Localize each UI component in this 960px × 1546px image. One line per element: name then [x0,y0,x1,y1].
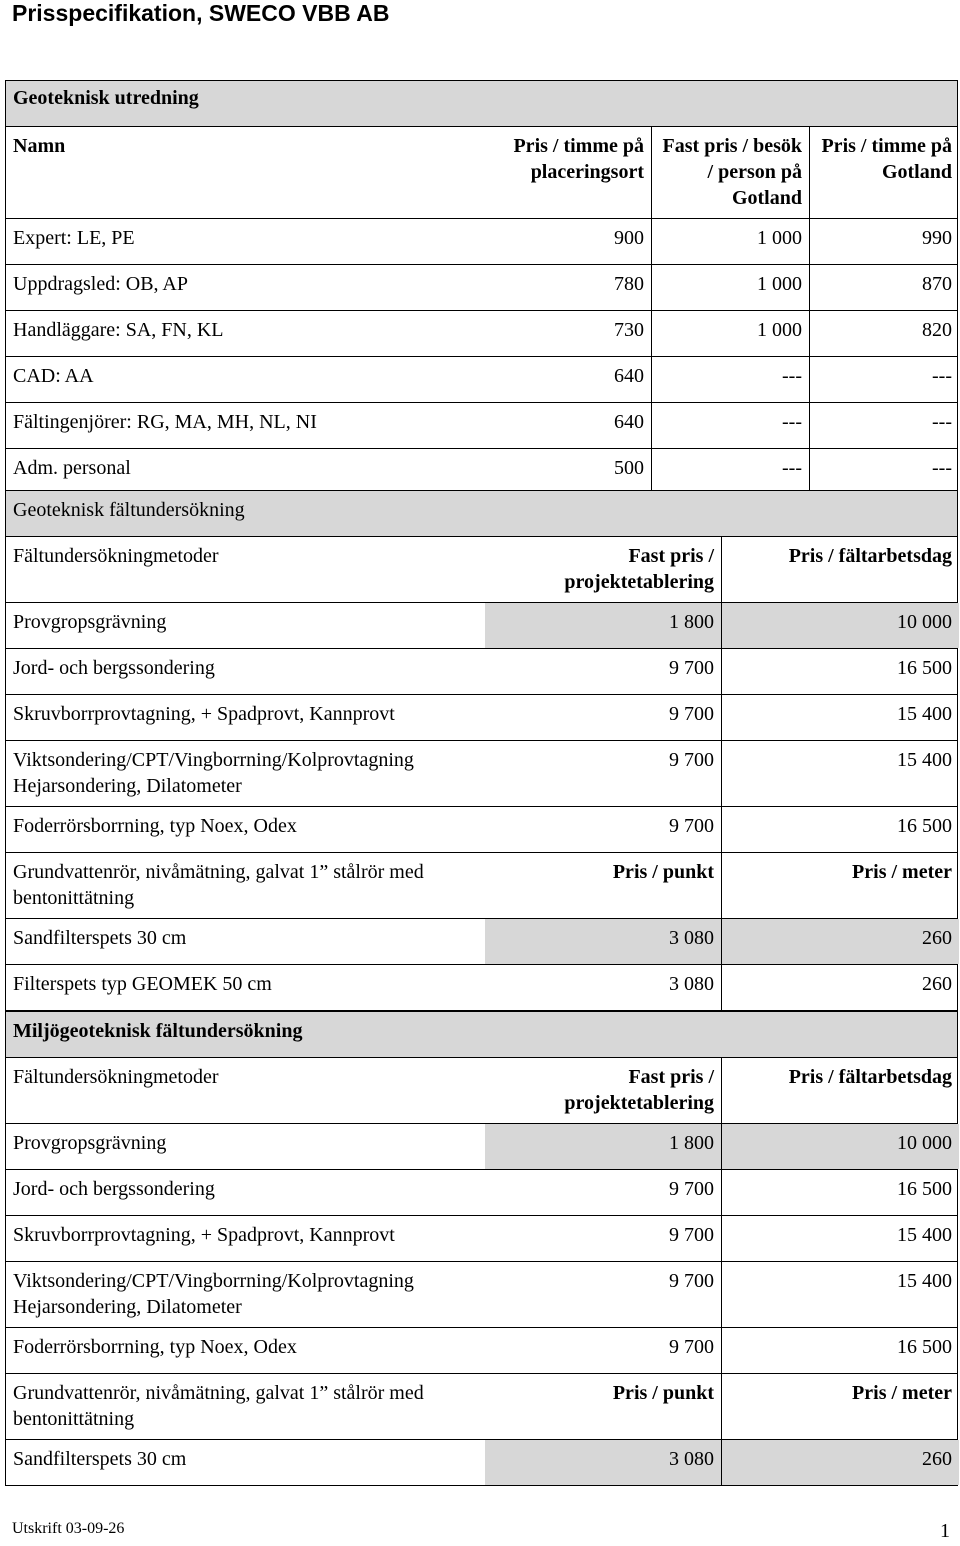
table-cell: Pris / timme på Gotland [809,127,959,218]
table-cell: 260 [721,1440,959,1485]
document-title: Prisspecifikation, SWECO VBB AB [12,0,390,26]
table-cell: 9 700 [669,815,714,837]
table-cell: Fast pris / projektetablering [564,1066,714,1114]
table-cell: 260 [721,965,959,1010]
table-cell: Filterspets typ GEOMEK 50 cm [13,973,272,995]
table-cell: Pris / meter [721,1374,959,1439]
table-cell: Foderrörsborrning, typ Noex, Odex [13,1336,297,1358]
sub-header-row [5,852,958,919]
header-row [5,1057,958,1124]
table-row [5,1439,958,1486]
section-title: Miljögeoteknisk fältundersökning [13,1020,303,1042]
table-cell: 9 700 [669,1224,714,1246]
table-row [5,1327,958,1374]
table-cell: 870 [809,265,959,310]
table-cell: 16 500 [721,1328,959,1373]
table-cell: Fältundersökningmetoder [13,545,219,567]
table-cell: Skruvborrprovtagning, + Spadprovt, Kannprovt [13,1224,395,1246]
table-row [5,1169,958,1216]
table-row [5,448,958,495]
table-cell: 730 [614,319,644,341]
table-cell: Skruvborrprovtagning, + Spadprovt, Kannprovt [13,703,395,725]
table-cell: 500 [614,457,644,479]
table-cell: 900 [614,227,644,249]
table-row [5,602,958,649]
table-cell: 640 [614,365,644,387]
table-cell: 9 700 [669,1270,714,1292]
table-cell: Foderrörsborrning, typ Noex, Odex [13,815,297,837]
table-cell: 15 400 [721,1216,959,1261]
table-row [5,694,958,741]
table-row [5,1261,958,1328]
table-cell: CAD: AA [13,365,94,387]
table-cell: 9 700 [669,703,714,725]
page-number: 1 [940,1520,950,1542]
table-row [5,218,958,265]
section-title: Geoteknisk fältundersökning [13,499,245,521]
table-cell: Pris / fältarbetsdag [721,1058,959,1123]
table-cell: 990 [809,219,959,264]
table-cell: --- [809,449,959,494]
table-row [5,918,958,965]
table-cell: Pris / timme på placeringsort [513,135,644,183]
table-cell: 3 080 [485,1440,721,1485]
table-cell: 1 000 [651,265,809,310]
table-cell: 1 000 [651,311,809,356]
table-cell: Provgropsgrävning [13,1132,167,1154]
table-cell: 820 [809,311,959,356]
table-row [5,1123,958,1170]
table-cell: Provgropsgrävning [13,611,167,633]
table-cell: 3 080 [485,919,721,964]
table-cell: 15 400 [721,741,959,806]
table-cell: Uppdragsled: OB, AP [13,273,188,295]
section-section2 [5,490,958,537]
table-row [5,402,958,449]
table-cell: Viktsondering/CPT/Vingborrning/Kolprovtagning Hejarsondering, Dilatometer [13,749,414,797]
table-cell: Jord- och bergssondering [13,657,215,679]
table-cell: 260 [721,919,959,964]
table-row [5,740,958,807]
table-row [5,806,958,853]
table-cell: 1 800 [485,1124,721,1169]
table-cell: 9 700 [669,657,714,679]
table-row [5,356,958,403]
table-cell: --- [809,403,959,448]
table-cell: 3 080 [669,973,714,995]
table-cell: 9 700 [669,1178,714,1200]
table-cell: 1 800 [485,603,721,648]
table-cell: 16 500 [721,1170,959,1215]
table-cell: Handläggare: SA, FN, KL [13,319,224,341]
table-cell: 16 500 [721,649,959,694]
table-row [5,648,958,695]
table-cell: Fast pris / projektetablering [564,545,714,593]
sub-header-row [5,1373,958,1440]
table-cell: Fast pris / besök / person på Gotland [651,127,809,218]
table-cell: 640 [614,411,644,433]
section-geoteknisk-utredning [5,80,958,127]
table-cell: Pris / fältarbetsdag [721,537,959,602]
section-title: Geoteknisk utredning [13,87,199,109]
table-row [5,310,958,357]
table-cell: 15 400 [721,1262,959,1327]
table-cell: Namn [13,135,66,157]
header-row [5,126,958,219]
table-cell: --- [651,449,809,494]
table-cell: Viktsondering/CPT/Vingborrning/Kolprovtagning Hejarsondering, Dilatometer [13,1270,414,1318]
table-cell: Grundvattenrör, nivåmätning, galvat 1” stålrör med bentonittätning [13,1382,424,1430]
table-row [5,964,958,1011]
table-cell: Adm. personal [13,457,131,479]
table-cell: Pris / punkt [612,861,714,883]
section-section3 [5,1011,958,1058]
table-cell: Pris / meter [721,853,959,918]
table-cell: 9 700 [669,749,714,771]
table-cell: 10 000 [721,603,959,648]
table-row [5,1215,958,1262]
table-cell: 780 [614,273,644,295]
table-cell: Jord- och bergssondering [13,1178,215,1200]
table-cell: Grundvattenrör, nivåmätning, galvat 1” stålrör med bentonittätning [13,861,424,909]
table-cell: Fältingenjörer: RG, MA, MH, NL, NI [13,411,317,433]
table-cell: --- [651,357,809,402]
table-cell: Fältundersökningmetoder [13,1066,219,1088]
table-cell: Sandfilterspets 30 cm [13,927,187,949]
table-cell: Expert: LE, PE [13,227,135,249]
table-cell: 9 700 [669,1336,714,1358]
print-date: Utskrift 03-09-26 [12,1520,125,1537]
table-cell: --- [651,403,809,448]
table-cell: Sandfilterspets 30 cm [13,1448,187,1470]
table-cell: 15 400 [721,695,959,740]
table-cell: 16 500 [721,807,959,852]
header-row [5,536,958,603]
table-row [5,264,958,311]
table-cell: 10 000 [721,1124,959,1169]
table-cell: 1 000 [651,219,809,264]
table-cell: Pris / punkt [612,1382,714,1404]
table-cell: --- [809,357,959,402]
